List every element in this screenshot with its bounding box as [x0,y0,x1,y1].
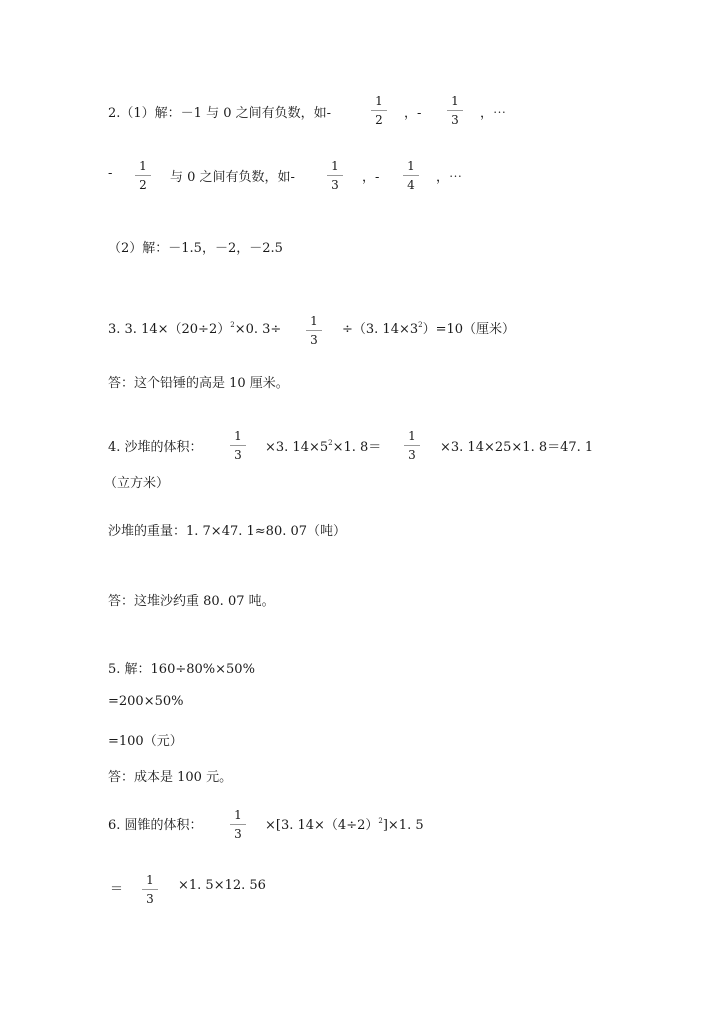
fraction-third: 1 3 [230,808,246,841]
fraction-third: 1 3 [230,429,246,462]
fraction-half: 1 2 [371,94,387,127]
q2-line1-tail: ，⋯ [480,106,507,121]
q2-line2-mid: 与 0 之间有负数，如- [170,170,295,185]
fraction-half: 1 2 [135,159,151,192]
q2-line1-prefix: 2.（1）解：－1 与 0 之间有负数，如- [108,106,332,121]
q2-line2-tail: ，⋯ [436,170,463,185]
fraction-quarter: 1 4 [403,159,419,192]
fraction-third: 1 3 [142,873,158,906]
fraction-third: 1 3 [404,429,420,462]
fraction-third: 1 3 [306,314,322,347]
fraction-third: 1 3 [447,94,463,127]
q2-line1-sep1: ，- [404,106,422,121]
q2-line2-prefix: - [108,166,113,181]
q2-line2-sep: ，- [362,170,380,185]
fraction-third: 1 3 [327,159,343,192]
